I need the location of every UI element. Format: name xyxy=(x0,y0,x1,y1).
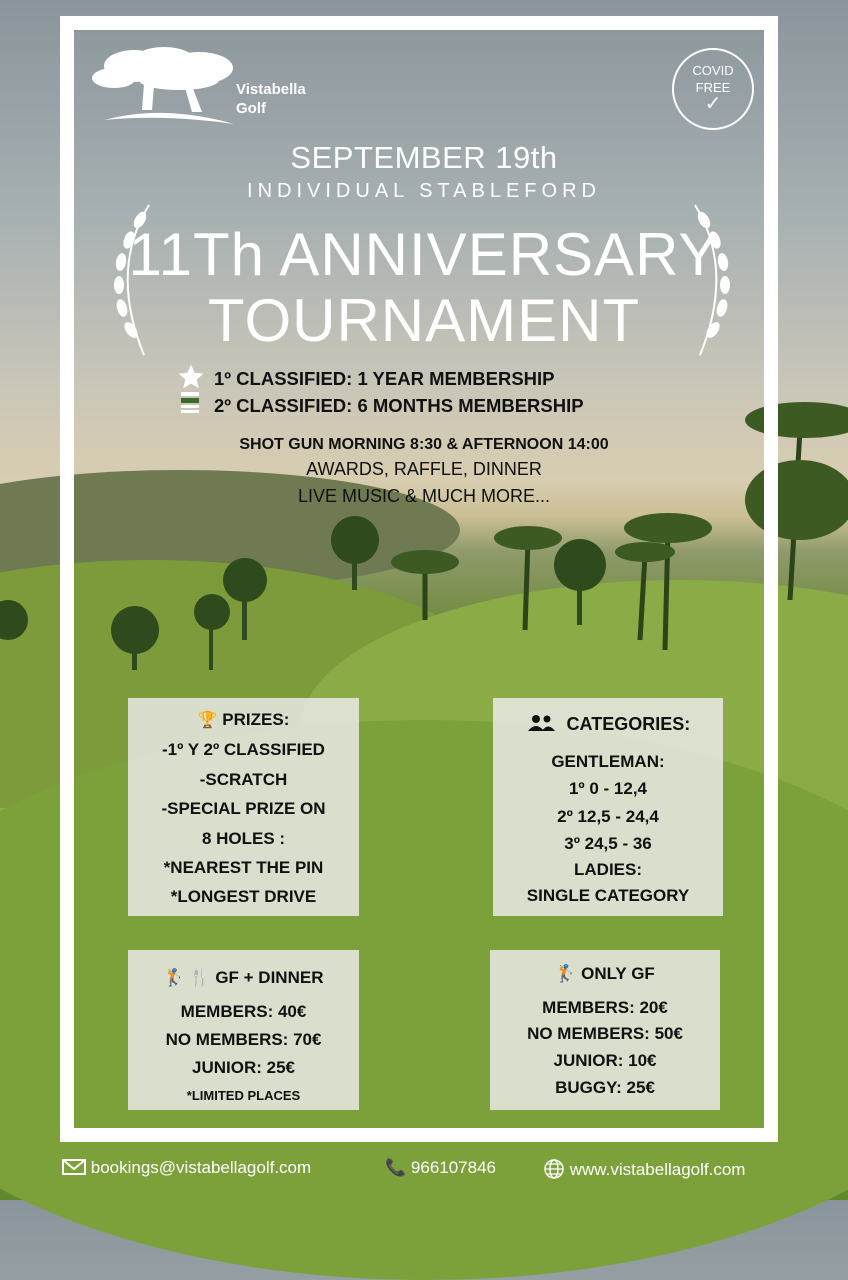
footer-email[interactable] xyxy=(62,1158,311,1178)
shotgun-schedule: SHOT GUN MORNING 8:30 & AFTERNOON 14:00 xyxy=(239,436,609,453)
logo-text xyxy=(236,80,306,118)
tournament-title-line-2: TOURNAMENT xyxy=(207,287,641,354)
prizes-line: -1º Y 2º CLASSIFIED xyxy=(162,740,325,759)
categories-line: GENTLEMAN: xyxy=(551,752,665,771)
categories-box xyxy=(493,698,723,916)
only-gf-price: MEMBERS: 20€ xyxy=(542,998,668,1017)
prizes-line: 8 HOLES : xyxy=(201,829,286,848)
categories-line: LADIES: xyxy=(574,860,642,879)
categories-line: 3º 24,5 - 36 xyxy=(564,834,652,853)
second-place-prize: 2º CLASSIFIED: 6 MONTHS MEMBERSHIP xyxy=(214,395,584,416)
gf-dinner-price: NO MEMBERS: 70€ xyxy=(165,1030,322,1049)
footer-website[interactable] xyxy=(543,1158,745,1180)
logo-line-2: Golf xyxy=(236,100,266,117)
mail-icon xyxy=(62,1159,86,1175)
website-text[interactable]: www.vistabellagolf.com xyxy=(569,1160,746,1179)
prizes-line: *LONGEST DRIVE xyxy=(170,887,317,906)
people-icon xyxy=(526,714,556,732)
only-gf-price: NO MEMBERS: 50€ xyxy=(527,1024,683,1043)
categories-heading: CATEGORIES: xyxy=(566,714,691,734)
golfer-icon: 🏌 xyxy=(555,964,577,983)
footer-phone[interactable] xyxy=(385,1158,496,1178)
gf-dinner-price: MEMBERS: 40€ xyxy=(180,1002,307,1021)
categories-line: SINGLE CATEGORY xyxy=(526,886,690,905)
event-format: INDIVIDUAL STABLEFORD xyxy=(247,180,601,202)
covid-free-badge xyxy=(672,48,754,130)
first-place-prize: 1º CLASSIFIED: 1 YEAR MEMBERSHIP xyxy=(214,368,555,389)
phone-icon: 📞 xyxy=(385,1158,407,1177)
categories-heading-row xyxy=(493,714,723,735)
gf-dinner-heading: GF + DINNER xyxy=(215,968,324,987)
only-gf-price: JUNIOR: 10€ xyxy=(553,1051,657,1070)
phone-text[interactable]: 966107846 xyxy=(410,1158,496,1177)
globe-icon xyxy=(543,1158,565,1180)
categories-line: 2º 12,5 - 24,4 xyxy=(557,807,659,826)
only-gf-heading-row xyxy=(490,964,720,984)
gf-dinner-heading-row xyxy=(128,968,359,988)
tournament-title-line-1: 11Th ANNIVERSARY xyxy=(128,221,720,288)
limited-places-note: *LIMITED PLACES xyxy=(186,1088,301,1103)
check-icon: ✓ xyxy=(704,93,722,115)
prizes-heading: PRIZES: xyxy=(222,710,290,729)
covid-line-2: FREE xyxy=(695,80,731,95)
golfer-icon: 🏌 xyxy=(163,968,185,987)
prizes-line: -SPECIAL PRIZE ON xyxy=(161,799,326,818)
trophy-icon: 🏆 xyxy=(197,712,218,729)
covid-line-1: COVID xyxy=(692,63,734,78)
medal-icon xyxy=(178,390,202,414)
only-gf-price: BUGGY: 25€ xyxy=(555,1078,655,1097)
only-gf-box xyxy=(490,950,720,1110)
categories-line: 1º 0 - 12,4 xyxy=(568,779,648,798)
gf-dinner-price: JUNIOR: 25€ xyxy=(192,1058,295,1077)
prizes-box xyxy=(128,698,359,916)
prizes-heading-row xyxy=(128,710,359,730)
live-music: LIVE MUSIC & MUCH MORE... xyxy=(297,486,551,506)
prizes-line: *NEAREST THE PIN xyxy=(163,858,324,877)
fork-knife-icon: 🍴 xyxy=(189,968,211,987)
only-gf-heading: ONLY GF xyxy=(581,964,655,983)
event-extras: AWARDS, RAFFLE, DINNER xyxy=(306,459,542,479)
event-date: SEPTEMBER 19th xyxy=(290,140,558,175)
gf-dinner-box xyxy=(128,950,359,1110)
tree-logo-icon xyxy=(84,44,244,126)
star-icon xyxy=(176,362,206,392)
email-text[interactable]: bookings@vistabellagolf.com xyxy=(90,1158,312,1177)
prizes-line: -SCRATCH xyxy=(199,770,288,789)
logo-line-1: Vistabella xyxy=(236,81,306,98)
